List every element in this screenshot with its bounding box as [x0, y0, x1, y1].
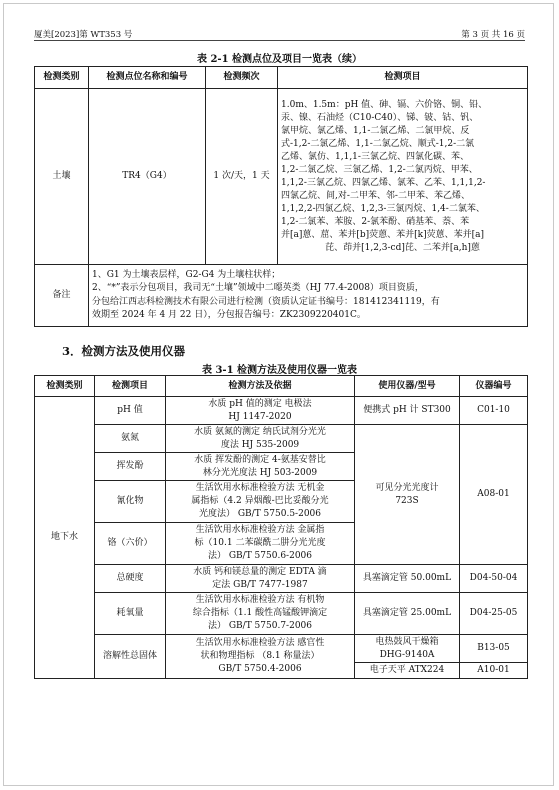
method-line: 度法 HJ 535-2009: [220, 439, 300, 450]
code-cell: A08-01: [460, 425, 528, 565]
method-cell: [166, 565, 355, 593]
header-cell: 检测类别: [35, 376, 95, 397]
code-cell: A10-01: [460, 663, 528, 679]
notes-row: [35, 265, 528, 327]
header-cell: 检测类别: [35, 67, 89, 89]
item-line: 乙烯、氯仿、1,1,1-三氯乙烷、四氯化碳、苯、: [281, 151, 469, 162]
method-cell: [166, 635, 355, 679]
method-line: GB/T 5750.4-2006: [218, 664, 302, 674]
table1-header-row: [35, 67, 528, 89]
category-cell: 土壤: [35, 89, 89, 265]
table1-caption: 表 2-1 检测点位及项目一览表（续）: [196, 54, 363, 65]
item-line: 氯甲烷、氯乙烯、1,1-二氯乙烯、二氯甲烷、反: [281, 125, 470, 136]
instrument-cell: 具塞滴定管 50.00mL: [355, 565, 460, 593]
header-cell: 检测方法及依据: [166, 376, 355, 397]
item-line: 并[a]蒽、䓛、苯并[b]荧蒽、苯并[k]荧蒽、苯并[a]: [281, 229, 485, 240]
method-line: 法） GB/T 5750.6-2006: [208, 551, 312, 561]
notes-label: 备注: [35, 265, 89, 327]
item-cell: 氰化物: [95, 481, 166, 523]
item-cell: pH 值: [95, 397, 166, 425]
method-line: 水质 氨氮的测定 纳氏试剂分光光: [194, 426, 326, 437]
method-cell: [166, 397, 355, 425]
table2-caption: 表 3-1 检测方法及使用仪器一览表: [201, 365, 358, 376]
method-line: 水质 pH 值的测定 电极法: [208, 398, 312, 409]
item-cell: 溶解性总固体: [95, 635, 166, 679]
item-cell: 耗氧量: [95, 593, 166, 635]
item-line: 1,1,2,2-四氯乙烷、1,2,3-三氯丙烷、1,4-二氯苯、: [281, 203, 485, 214]
shared-instrument-cell: [355, 425, 460, 565]
instrument-line: 电热鼓风干燥箱: [375, 636, 439, 647]
method-line: 林分光光度法 HJ 503-2009: [202, 467, 318, 478]
method-line: 光度法） GB/T 5750.5-2006: [199, 509, 321, 519]
method-line: 综合指标（1.1 酸性高锰酸钾滴定: [192, 608, 328, 618]
instrument-cell: 具塞滴定管 25.00mL: [355, 593, 460, 635]
note-line: 2、“*”表示分包项目，我司无“土壤”领域中二噁英类（HJ 77.4-2008）项目资质，: [92, 283, 424, 293]
item-cell: 氨氮: [95, 425, 166, 453]
method-cell: [166, 523, 355, 565]
method-line: 水质 挥发酚的测定 4-氨基安替比: [194, 454, 326, 465]
category-cell: 地下水: [35, 397, 95, 679]
section-title: 3．检测方法及使用仪器: [62, 344, 186, 358]
item-line: 式-1,2-二氯乙烯、1,1-二氯乙烷、顺式-1,2-二氯: [281, 138, 475, 149]
item-line: 1,2-二氯苯、苯胺、2-氯苯酚、硝基苯、萘、苯: [281, 216, 470, 227]
header-cell: 检测频次: [206, 67, 278, 89]
instrument-cell: 便携式 pH 计 ST300: [355, 397, 460, 425]
method-cell: [166, 593, 355, 635]
table-row: [35, 593, 528, 635]
code-cell: C01-10: [460, 397, 528, 425]
header-cell: 检测项目: [95, 376, 166, 397]
frequency-cell: 1 次/天，1 天: [206, 89, 278, 265]
item-line: 1,1,2-三氯乙烷、四氯乙烯、氯苯、乙苯、1,1,1,2-: [281, 177, 486, 188]
instrument-cell: [355, 635, 460, 663]
method-line: 法） GB/T 5750.7-2006: [208, 621, 312, 631]
header-cell: 检测点位名称和编号: [89, 67, 206, 89]
table2-header-row: [35, 376, 528, 397]
method-line: HJ 1147-2020: [228, 411, 292, 422]
method-line: 状和物理指标 （8.1 称量法）: [200, 651, 320, 661]
method-line: 生活饮用水标准检验方法 无机金: [195, 483, 325, 493]
note-line: 分包给江西志科检测技术有限公司进行检测（资质认定证书编号：181412341119，有: [92, 296, 440, 307]
instrument-line: DHG-9140A: [379, 649, 435, 660]
method-line: 属指标（4.2 异烟酸-巴比妥酸分光: [191, 496, 329, 506]
test-items-cell: [278, 89, 528, 265]
method-line: 定法 GB/T 7477-1987: [212, 579, 308, 590]
method-cell: [166, 425, 355, 453]
item-line: 1.0m、1.5m：pH 值、砷、镉、六价铬、铜、铅、: [281, 99, 488, 110]
methods-instruments-table: [34, 375, 528, 679]
header-cell: 使用仪器/型号: [355, 376, 460, 397]
item-cell: 挥发酚: [95, 453, 166, 481]
page-number: 第 3 页 共 16 页: [461, 30, 525, 40]
method-line: 生活饮用水标准检验方法 金属指: [195, 525, 325, 535]
method-cell: [166, 481, 355, 523]
report-number: 厦美[2023]第 WT353 号: [34, 30, 133, 40]
page-header: [34, 26, 525, 41]
note-line: 效期至 2024 年 4 月 22 日），分包报告编号：ZK2309220401C。: [92, 310, 366, 320]
instrument-line: 可见分光光度计: [375, 482, 439, 493]
code-cell: D04-25-05: [460, 593, 528, 635]
table-row: [35, 565, 528, 593]
table-row: [35, 89, 528, 265]
header-cell: 检测项目: [278, 67, 528, 89]
method-line: 生活饮用水标准检验方法 有机物: [195, 595, 325, 605]
method-line: 生活饮用水标准检验方法 感官性: [195, 638, 325, 648]
method-line: 标（10.1 二苯碳酰二肼分光光度: [194, 538, 326, 548]
item-line: 1,2-二氯乙烷、三氯乙烯、1,2-二氯丙烷、甲苯、: [281, 164, 478, 175]
table-row: [35, 425, 528, 453]
instrument-cell: 电子天平 ATX224: [355, 663, 460, 679]
method-line: 水质 钙和镁总量的测定 EDTA 滴: [193, 566, 327, 577]
item-cell: 总硬度: [95, 565, 166, 593]
item-line: 汞、镍、石油烃（C10-C40）、锑、铍、钴、钒、: [281, 112, 479, 123]
instrument-line: 723S: [395, 495, 419, 506]
item-cell: 铬（六价）: [95, 523, 166, 565]
item-line: 四氯乙烷、间,对-二甲苯、邻-二甲苯、苯乙烯、: [281, 190, 470, 201]
point-cell: TR4（G4）: [89, 89, 206, 265]
note-line: 1、G1 为土壤表层样，G2-G4 为土壤柱状样；: [92, 269, 281, 280]
code-cell: D04-50-04: [460, 565, 528, 593]
monitoring-points-table: [34, 66, 528, 327]
table-row: [35, 397, 528, 425]
item-line: 芘、茚并[1,2,3-cd]芘、二苯并[a,h]蒽: [325, 242, 480, 253]
notes-cell: [89, 265, 528, 327]
header-cell: 仪器编号: [460, 376, 528, 397]
method-cell: [166, 453, 355, 481]
code-cell: B13-05: [460, 635, 528, 663]
table-row: [35, 635, 528, 663]
